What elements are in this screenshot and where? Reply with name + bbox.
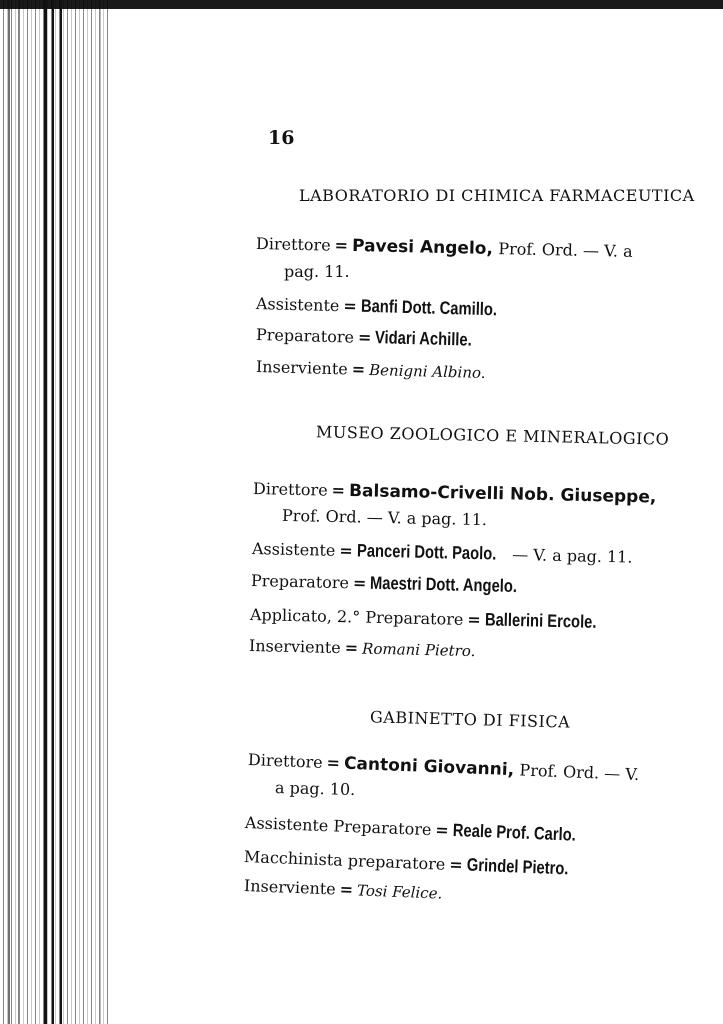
- entry-continuation: pag. 11.: [284, 262, 350, 281]
- equals-sign: =: [435, 820, 450, 840]
- entry-name: Cantoni Giovanni,: [343, 753, 515, 781]
- entry-role: Direttore: [247, 750, 324, 772]
- section-title: MUSEO ZOOLOGICO E MINERALOGICO: [315, 422, 670, 449]
- spine-line: [18, 0, 19, 1024]
- entry-tail: — V. a pag. 11.: [511, 544, 633, 567]
- spine-line: [60, 0, 62, 1024]
- equals-sign: =: [334, 235, 349, 255]
- entry-name: Balsamo-Crivelli Nob. Giuseppe,: [348, 481, 657, 508]
- entry-continuation: a pag. 10.: [274, 777, 356, 800]
- entry-role: Preparatore: [255, 325, 355, 347]
- entry-role: Inserviente: [255, 357, 349, 379]
- entry-role: Inserviente: [243, 876, 337, 899]
- spine-line: [100, 0, 101, 1024]
- entry-name: Vidari Achille.: [375, 327, 473, 350]
- entry-name: Banfi Dott. Camillo.: [360, 295, 498, 320]
- entry-role: Assistente: [251, 539, 336, 560]
- entry-role: Direttore: [255, 234, 331, 255]
- equals-sign: =: [331, 480, 346, 500]
- equals-sign: =: [339, 879, 354, 900]
- entry-name: Benigni Albino.: [368, 360, 486, 383]
- entry-continuation: Prof. Ord. — V. a pag. 11.: [281, 505, 488, 530]
- equals-sign: =: [351, 359, 366, 379]
- entry-name: Tosi Felice.: [356, 881, 443, 903]
- entry-name: Maestri Dott. Angelo.: [370, 572, 518, 597]
- entry-role: Preparatore: [250, 571, 350, 593]
- entry-name: Romani Pietro.: [361, 639, 476, 661]
- entry-name: Ballerini Ercole.: [484, 609, 597, 632]
- equals-sign: =: [344, 638, 359, 658]
- spine-line: [44, 0, 47, 1024]
- entry-name: Pavesi Angelo,: [351, 236, 494, 259]
- equals-sign: =: [326, 753, 341, 773]
- entry-name: Grindel Pietro.: [466, 854, 569, 879]
- entry-role: Direttore: [252, 479, 328, 500]
- entry-role: Macchinista preparatore: [243, 847, 446, 874]
- equals-sign: =: [352, 573, 367, 593]
- page-number: 16: [268, 127, 295, 149]
- spine-line: [8, 0, 10, 1024]
- section-title: LABORATORIO DI CHIMICA FARMACEUTICA: [299, 186, 695, 205]
- entry-role: Inserviente: [248, 636, 341, 658]
- entry-name: Reale Prof. Carlo.: [452, 819, 577, 845]
- section-title: GABINETTO DI FISICA: [369, 707, 571, 732]
- entry-role: Assistente: [255, 294, 340, 316]
- equals-sign: =: [339, 540, 354, 561]
- spine-line: [52, 0, 54, 1024]
- entry-name: Panceri Dott. Paolo.: [356, 540, 497, 564]
- equals-sign: =: [357, 327, 372, 348]
- book-spine-shadow: [0, 0, 110, 1024]
- equals-sign: =: [343, 296, 358, 316]
- equals-sign: =: [467, 609, 481, 630]
- entry-tail: Prof. Ord. — V. a: [498, 239, 633, 261]
- entry-tail: Prof. Ord. — V.: [519, 760, 640, 785]
- entry-role: Assistente Preparatore: [244, 813, 432, 840]
- equals-sign: =: [448, 854, 464, 875]
- entry-role: Applicato, 2.° Preparatore: [249, 605, 464, 629]
